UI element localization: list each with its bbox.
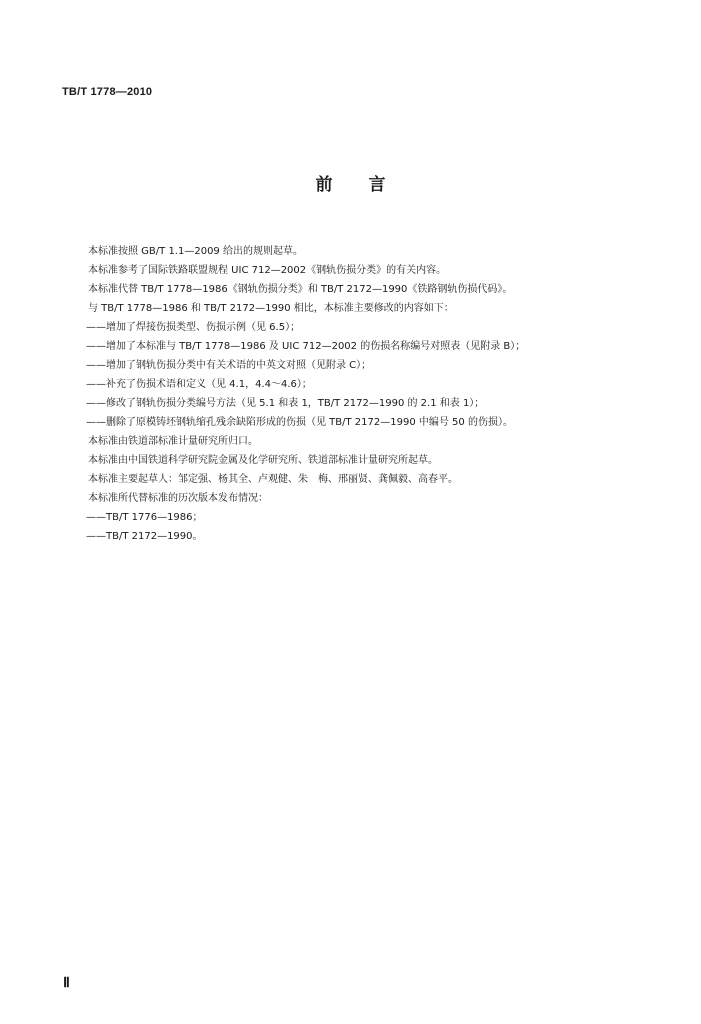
foreword-body xyxy=(88,242,678,546)
change-list-item: ——修改了钢轨伤损分类编号方法（见 5.1 和表 1，TB/T 2172—1990 的 2.1 和表 1）； xyxy=(86,398,485,409)
paragraph-line: 本标准由中国铁道科学研究院金属及化学研究所、铁道部标准计量研究所起草。 xyxy=(88,455,438,466)
change-list-item: ——删除了原模铸坯钢轨缩孔残余缺陷形成的伤损（见 TB/T 2172—1990 中编号 50 的伤损）。 xyxy=(86,417,513,428)
title-char-right: 言 xyxy=(368,175,386,195)
paragraph-line: 本标准由铁道部标准计量研究所归口。 xyxy=(88,436,258,447)
paragraph-line: 本标准所代替标准的历次版本发布情况： xyxy=(88,493,268,504)
change-list-item: ——增加了钢轨伤损分类中有关术语的中英文对照（见附录 C）； xyxy=(86,360,372,371)
change-list-item: ——补充了伤损术语和定义（见 4.1，4.4～4.6）； xyxy=(86,379,312,390)
change-list-item: ——增加了焊接伤损类型、伤损示例（见 6.5）； xyxy=(86,322,301,333)
paragraph-line: 本标准代替 TB/T 1778—1986《钢轨伤损分类》和 TB/T 2172—1990《铁路钢轨伤损代码》。 xyxy=(88,284,513,295)
page-title xyxy=(0,170,701,195)
page-number: Ⅱ xyxy=(63,976,70,991)
change-list-item: ——增加了本标准与 TB/T 1778—1986 及 UIC 712—2002 的伤损名称编号对照表（见附录 B）； xyxy=(86,341,526,352)
previous-edition-item: ——TB/T 1776—1986； xyxy=(86,512,203,523)
paragraph-line: 本标准参考了国际铁路联盟规程 UIC 712—2002《钢轨伤损分类》的有关内容。 xyxy=(88,265,447,276)
standard-code-header: TB/T 1778—2010 xyxy=(62,86,153,98)
previous-edition-item: ——TB/T 2172—1990。 xyxy=(86,531,203,542)
paragraph-line: 本标准主要起草人：邹定强、杨其全、卢观健、朱 梅、邢丽贤、龚佩毅、高春平。 xyxy=(88,474,458,485)
paragraph-line: 本标准按照 GB/T 1.1—2009 给出的规则起草。 xyxy=(88,246,303,257)
paragraph-line: 与 TB/T 1778—1986 和 TB/T 2172—1990 相比，本标准主要修改的内容如下： xyxy=(88,303,454,314)
title-char-left: 前 xyxy=(315,175,333,195)
